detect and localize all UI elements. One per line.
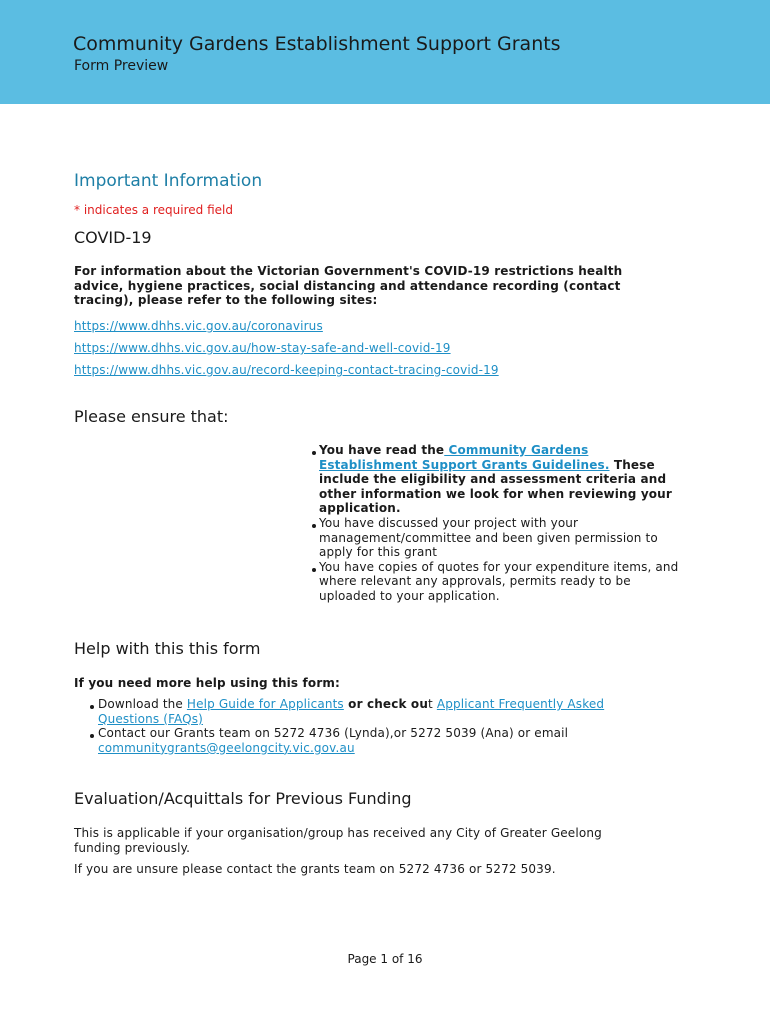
ensure-item-permission: You have discussed your project with your management/committee and been given permission to apply for this grant [312,516,682,560]
covid-link-contact-tracing[interactable]: https://www.dhhs.vic.gov.au/record-keeping-contact-tracing-covid-19 [74,363,499,377]
ensure-item-guidelines-prefix: You have read the [319,443,445,457]
ensure-item-guidelines-suffix: These include the eligibility and assessment criteria and other information we look for when reviewing your application. [319,457,672,516]
grants-email-link[interactable]: communitygrants@geelongcity.vic.gov.au [98,740,355,755]
help-guide-link[interactable]: Help Guide for Applicants [186,697,344,711]
faq-link[interactable]: Applicant Frequently Asked Questions (FAQs) [98,697,605,726]
help-item-guide [90,697,660,726]
required-field-note: * indicates a required field [74,203,233,217]
covid-intro: For information about the Victorian Government's COVID-19 restrictions health advice, hygiene practices, social distancing and attendance recording (contact tracing), please refer to the following sites: [74,264,623,307]
help-item-guide-middle-plain: t [428,697,437,711]
covid-heading: COVID-19 [74,228,152,247]
form-subtitle: Form Preview [74,58,169,74]
ensure-heading: Please ensure that: [74,407,229,426]
help-list [90,697,660,755]
help-intro: If you need more help using this form: [74,676,340,690]
ensure-item-quotes: You have copies of quotes for your expenditure items, and where relevant any approvals, permits ready to be uploaded to your application. [312,560,682,604]
help-item-contact [90,726,660,755]
evaluation-heading: Evaluation/Acquittals for Previous Funding [74,789,412,808]
help-item-contact-text: Contact our Grants team on 5272 4736 (Lynda),or 5272 5039 (Ana) or email [98,726,569,741]
evaluation-para-2: If you are unsure please contact the grants team on 5272 4736 or 5272 5039. [74,862,556,876]
help-heading: Help with this this form [74,639,261,658]
form-title: Community Gardens Establishment Support Grants [73,33,561,55]
covid-link-stay-safe[interactable]: https://www.dhhs.vic.gov.au/how-stay-safe-and-well-covid-19 [74,341,451,355]
form-header [0,0,770,104]
help-item-guide-prefix: Download the [98,697,187,711]
evaluation-para-1: This is applicable if your organisation/group has received any City of Greater Geelong funding previously. [74,826,602,855]
covid-link-coronavirus[interactable]: https://www.dhhs.vic.gov.au/coronavirus [74,319,323,333]
page-number: Page 1 of 16 [347,952,423,966]
section-title-important-information: Important Information [74,171,263,191]
guidelines-link[interactable]: Community Gardens Establishment Support Grants Guidelines. [319,443,610,472]
help-item-guide-middle: or check ou [343,697,429,711]
ensure-item-guidelines [312,443,682,516]
ensure-list [312,443,682,604]
